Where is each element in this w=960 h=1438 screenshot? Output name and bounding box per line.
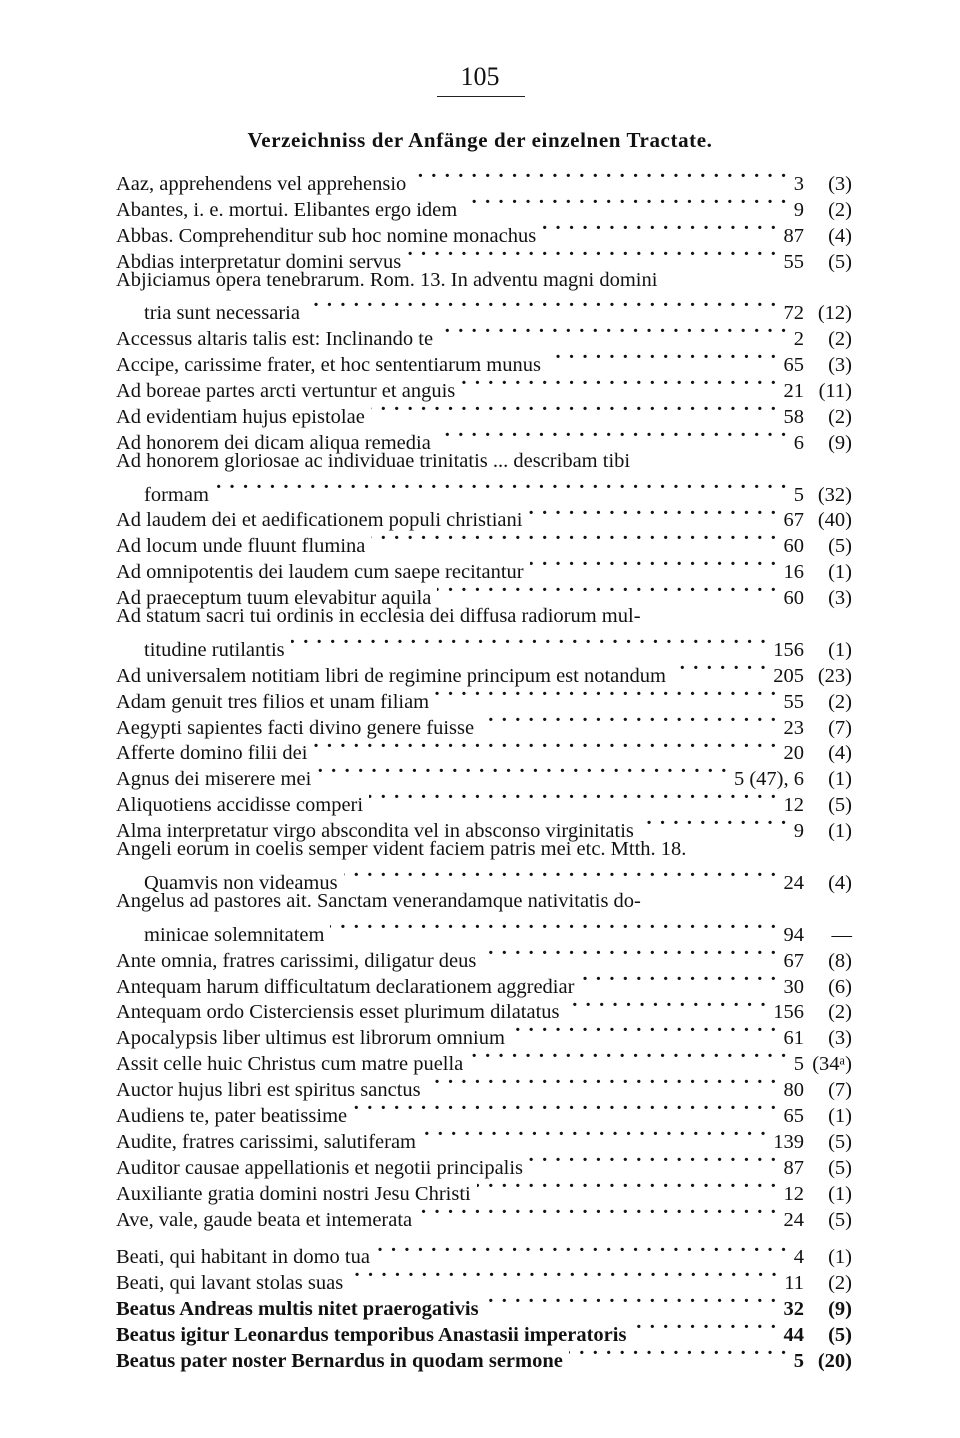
entry-reference-number: (7) (828, 1079, 852, 1102)
entry-page-number: 205 (773, 664, 804, 687)
entry-page-number: 67 (783, 949, 804, 972)
dot-leader (435, 682, 777, 708)
entry-incipit-text: Ad praeceptum tuum elevabitur aquila (116, 587, 432, 610)
entry-reference-number: (4) (828, 871, 852, 894)
entry-reference-number: (34ᵃ) (812, 1053, 852, 1076)
entry-reference-number: (3) (828, 172, 852, 195)
dot-leader (344, 863, 778, 889)
entry-reference-number: (11) (818, 380, 852, 403)
entry-reference-number: (1) (828, 820, 852, 843)
entry-incipit-text: Beatus pater noster Bernardus in quodam sermone (116, 1349, 563, 1372)
entry-continuation-line (116, 630, 852, 661)
entry-incipit-text: Aegypti sapientes facti divino genere fuisse (116, 716, 475, 739)
entry-reference-number: (2) (828, 690, 852, 713)
dot-leader (569, 1341, 788, 1367)
entry-page-number: 21 (783, 380, 804, 403)
entry-incipit-text: minicae solemnitatem (144, 923, 325, 946)
entry-incipit-text: Ante omnia, fratres carissimi, diligatur deus (116, 949, 477, 972)
entry-incipit-text: Angeli eorum in coelis semper vident faciem patris mei etc. Mtth. 18. (116, 838, 687, 861)
dot-leader (528, 501, 777, 527)
entry-reference-number: (5) (828, 794, 852, 817)
entry-page-number: 5 (793, 483, 804, 506)
entry-incipit-text: tria sunt necessaria (144, 302, 300, 325)
dot-leader (529, 1148, 777, 1174)
entry-page-number: 12 (783, 794, 804, 817)
entry-reference-number: (1) (828, 1182, 852, 1205)
entry-page-number: 6 (793, 431, 804, 454)
dot-leader (542, 216, 777, 242)
dot-leader (477, 1174, 778, 1200)
index-entry (116, 164, 852, 195)
entry-incipit-text: Auctor hujus libri est spiritus sanctus (116, 1079, 421, 1102)
dot-leader (566, 993, 768, 1019)
entry-incipit-text: Beati, qui habitant in domo tua (116, 1246, 370, 1269)
dot-leader (485, 1289, 778, 1315)
entry-line (116, 837, 852, 863)
entry-incipit-text: Beatus Andreas multis nitet praerogativis (116, 1298, 479, 1321)
entry-page-number: 139 (773, 1130, 804, 1153)
dot-leader (439, 319, 788, 345)
dot-leader (317, 759, 728, 785)
entry-reference-number: (12) (817, 302, 852, 325)
dot-leader (511, 1018, 778, 1044)
entry-incipit-text: Ad honorem dei dicam aliqua remedia (116, 431, 431, 454)
entry-incipit-text: Aaz, apprehendens vel apprehensio (116, 172, 407, 195)
page-number-rule (437, 96, 525, 97)
entry-page-number: 3 (793, 172, 804, 195)
entry-reference-number: (6) (828, 975, 852, 998)
entry-incipit-text: Assit celle huic Christus cum matre puella (116, 1053, 464, 1076)
entry-page-number: 60 (783, 535, 804, 558)
entry-incipit-text: Accipe, carissime frater, et hoc sententiarum munus (116, 354, 541, 377)
entry-reference-number: (3) (828, 1027, 852, 1050)
entry-reference-number: (7) (828, 716, 852, 739)
entry-reference-number: (32) (817, 483, 852, 506)
entry-reference-number: (20) (817, 1349, 852, 1372)
entry-reference-number: (5) (828, 1130, 852, 1153)
entry-incipit-text: Angelus ad pastores ait. Sanctam venerandamque nativitatis do- (116, 889, 641, 912)
entry-reference-number: (8) (828, 949, 852, 972)
entry-reference-number: — (831, 923, 852, 946)
entry-incipit-text: Ad universalem notitiam libri de regimine principum est notandum (116, 664, 666, 687)
dot-leader (640, 811, 788, 837)
index-entry (116, 1238, 852, 1269)
entry-reference-number: (9) (828, 1298, 852, 1321)
entry-incipit-text: Audiens te, pater beatissime (116, 1104, 348, 1127)
entry-incipit-text: Afferte domino filii dei (116, 742, 308, 765)
entry-incipit-text: Auxiliante gratia domini nostri Jesu Christi (116, 1182, 471, 1205)
index-entry (116, 604, 852, 661)
dot-leader (306, 293, 778, 319)
dot-leader (407, 242, 777, 268)
entry-page-number: 12 (783, 1182, 804, 1205)
entry-line (116, 604, 852, 630)
dot-leader (215, 475, 788, 501)
entry-incipit-text: Antequam ordo Cisterciensis esset plurimum dilatatus (116, 1001, 560, 1024)
entry-page-number: 58 (783, 405, 804, 428)
entry-reference-number: (4) (828, 742, 852, 765)
entry-reference-number: (1) (828, 638, 852, 661)
entry-incipit-text: Ad statum sacri tui ordinis in ecclesia dei diffusa radiorum mul- (116, 605, 641, 628)
entry-line (116, 449, 852, 475)
entry-reference-number: (40) (817, 509, 852, 532)
dot-leader (672, 656, 767, 682)
entry-incipit-text: Beatus igitur Leonardus temporibus Anastasii imperatoris (116, 1324, 627, 1347)
entry-page-number: 55 (783, 690, 804, 713)
entry-incipit-text: Ad omnipotentis dei laudem cum saepe recitantur (116, 561, 524, 584)
dot-leader (463, 190, 788, 216)
entry-line (116, 164, 852, 195)
entry-incipit-text: Adam genuit tres filios et unam filiam (116, 690, 430, 713)
entry-incipit-text: Aliquotiens accidisse comperi (116, 794, 364, 817)
dot-leader (482, 941, 777, 967)
entry-reference-number: (2) (828, 198, 852, 221)
index-entry (116, 501, 852, 532)
entry-reference-number: (1) (828, 768, 852, 791)
entry-page-number: 9 (793, 820, 804, 843)
page-number: 105 (460, 62, 500, 91)
dot-leader (469, 1044, 787, 1070)
entry-reference-number: (5) (828, 250, 852, 273)
dot-leader (349, 1263, 778, 1289)
entry-incipit-text: Ad laudem dei et aedificationem populi christiani (116, 509, 523, 532)
entry-incipit-text: Apocalypsis liber ultimus est librorum omnium (116, 1027, 505, 1050)
entry-page-number: 87 (783, 224, 804, 247)
entry-page-number: 72 (783, 302, 804, 325)
entry-incipit-text: titudine rutilantis (144, 638, 285, 661)
entry-line (116, 501, 852, 532)
dot-leader (418, 1200, 777, 1226)
entry-line (116, 268, 852, 294)
entry-reference-number: (9) (828, 431, 852, 454)
dot-leader (461, 371, 777, 397)
entry-reference-number: (5) (828, 1324, 852, 1347)
entry-incipit-text: Quamvis non videamus (144, 871, 338, 894)
entry-page-number: 94 (783, 923, 804, 946)
dot-leader (369, 785, 777, 811)
index-entry (116, 837, 852, 894)
entry-reference-number: (3) (828, 587, 852, 610)
entry-incipit-text: Abdias interpretatur domini servus (116, 250, 402, 273)
entry-continuation-line (116, 863, 852, 894)
dot-leader (371, 397, 778, 423)
entry-incipit-text: Ad evidentiam hujus epistolae (116, 405, 365, 428)
entry-page-number: 65 (783, 354, 804, 377)
entry-continuation-line (116, 915, 852, 946)
entry-incipit-text: Ad boreae partes arcti vertuntur et anguis (116, 380, 456, 403)
entry-incipit-text: formam (144, 483, 209, 506)
entry-page-number: 2 (793, 328, 804, 351)
dot-leader (580, 967, 777, 993)
entry-incipit-text: Antequam harum difficultatum declarationem aggrediar (116, 975, 575, 998)
entry-incipit-text: Audite, fratres carissimi, salutiferam (116, 1130, 416, 1153)
entry-reference-number: (4) (828, 224, 852, 247)
entry-incipit-text: Agnus dei miserere mei (116, 768, 312, 791)
entry-reference-number: (2) (828, 1001, 852, 1024)
entry-incipit-text: Beati, qui lavant stolas suas (116, 1272, 344, 1295)
entry-incipit-text: Abantes, i. e. mortui. Elibantes ergo idem (116, 198, 458, 221)
index-heading: Verzeichniss der Anfänge der einzelnen Tractate. (247, 128, 713, 152)
entry-page-number: 16 (783, 561, 804, 584)
entry-reference-number: (5) (828, 1156, 852, 1179)
entry-page-number: 60 (783, 587, 804, 610)
entry-reference-number: (2) (828, 1272, 852, 1295)
dot-leader (437, 578, 777, 604)
entry-reference-number: (2) (828, 405, 852, 428)
entry-continuation-line (116, 475, 852, 506)
dot-leader (632, 1315, 777, 1341)
entry-reference-number: (2) (828, 328, 852, 351)
entry-page-number: 9 (793, 198, 804, 221)
entry-page-number: 5 (47), 6 (733, 768, 804, 791)
entry-page-number: 156 (773, 638, 804, 661)
entry-page-number: 4 (793, 1246, 804, 1269)
entry-reference-number: (5) (828, 535, 852, 558)
entry-continuation-line (116, 293, 852, 325)
entry-page-number: 87 (783, 1156, 804, 1179)
entry-incipit-text: Accessus altaris talis est: Inclinando te (116, 328, 434, 351)
entry-page-number: 20 (783, 742, 804, 765)
entry-page-number: 67 (783, 509, 804, 532)
dot-leader (330, 915, 777, 941)
entry-page-number: 24 (783, 871, 804, 894)
entry-page-number: 5 (793, 1349, 804, 1372)
entry-incipit-text: Alma interpretatur virgo abscondita vel in absconso virginitatis (116, 820, 634, 843)
entry-incipit-text: Abbas. Comprehenditur sub hoc nomine monachus (116, 224, 537, 247)
dot-leader (353, 1096, 777, 1122)
index-entry (116, 449, 852, 506)
entry-page-number: 55 (783, 250, 804, 273)
dot-leader (530, 552, 778, 578)
dot-leader (313, 734, 777, 760)
entry-reference-number: (1) (828, 1246, 852, 1269)
dot-leader (422, 1122, 767, 1148)
dot-leader (427, 1070, 778, 1096)
entry-reference-number: (3) (828, 354, 852, 377)
dot-leader (412, 164, 787, 190)
entry-page-number: 32 (783, 1298, 804, 1321)
dot-leader (480, 708, 777, 734)
index-entry (116, 889, 852, 946)
index-entry (116, 268, 852, 325)
entry-page-number: 61 (783, 1027, 804, 1050)
entry-page-number: 44 (783, 1324, 804, 1347)
entry-page-number: 65 (783, 1104, 804, 1127)
entry-reference-number: (5) (828, 1208, 852, 1231)
entry-incipit-text: Auditor causae appellationis et negotii principalis (116, 1156, 524, 1179)
entry-reference-number: (1) (828, 561, 852, 584)
entry-page-number: 23 (783, 716, 804, 739)
entry-page-number: 24 (783, 1208, 804, 1231)
entry-page-number: 156 (773, 1001, 804, 1024)
dot-leader (547, 345, 778, 371)
dot-leader (291, 630, 768, 656)
entry-line (116, 1238, 852, 1269)
entry-page-number: 80 (783, 1079, 804, 1102)
index-entries-list (116, 164, 852, 1372)
entry-reference-number: (23) (817, 664, 852, 687)
entry-page-number: 5 (793, 1053, 804, 1076)
entry-line (116, 889, 852, 915)
entry-incipit-text: Abjiciamus opera tenebrarum. Rom. 13. In adventu magni domini (116, 268, 658, 291)
entry-page-number: 11 (784, 1272, 804, 1295)
entry-reference-number: (1) (828, 1104, 852, 1127)
entry-page-number: 30 (783, 975, 804, 998)
entry-incipit-text: Ave, vale, gaude beata et intemerata (116, 1208, 413, 1231)
entry-incipit-text: Ad locum unde fluunt flumina (116, 535, 366, 558)
entry-incipit-text: Ad honorem gloriosae ac individuae trinitatis ... describam tibi (116, 449, 631, 472)
dot-leader (437, 423, 788, 449)
dot-leader (371, 526, 777, 552)
dot-leader (376, 1238, 788, 1264)
